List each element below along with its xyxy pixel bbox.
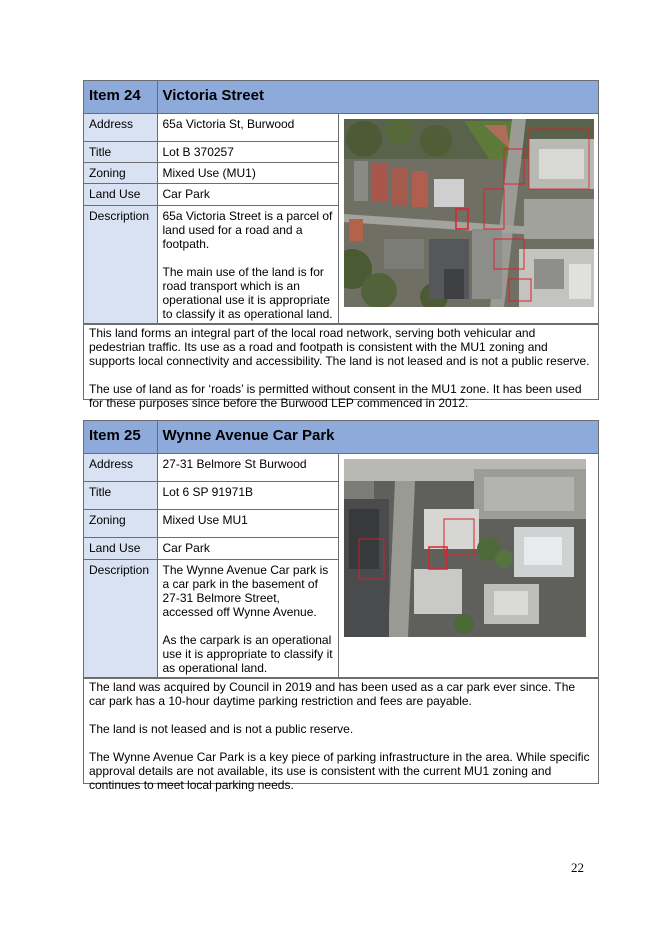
aerial-photo-cell <box>338 453 598 677</box>
item-title: Victoria Street <box>157 81 598 113</box>
title-label: Title <box>84 481 157 509</box>
zoning-value: Mixed Use MU1 <box>157 509 338 537</box>
description-label: Description <box>84 559 157 677</box>
title-value: Lot 6 SP 91971B <box>157 481 338 509</box>
description-paragraph: As the carpark is an operational use it is appropriate to classify it as operational land. <box>162 632 333 675</box>
description-value <box>157 205 338 323</box>
land-use-label: Land Use <box>84 183 157 205</box>
land-use-value: Car Park <box>157 183 338 205</box>
item-notes <box>84 678 598 793</box>
land-use-label: Land Use <box>84 537 157 559</box>
item-25-table <box>83 420 599 792</box>
item-24-table <box>83 80 599 410</box>
notes-paragraph: The Wynne Avenue Car Park is a key piece of parking infrastructure in the area. While specific approval details are not available, its use is consistent with the current MU1 zoning and continues to meet local parking needs. <box>89 749 590 792</box>
notes-paragraph: The land is not leased and is not a public reserve. <box>89 721 354 736</box>
notes-paragraph: The land was acquired by Council in 2019 and has been used as a car park ever since. The car park has a 10-hour daytime parking restriction and fees are payable. <box>89 679 576 708</box>
land-use-value: Car Park <box>157 537 338 559</box>
title-value: Lot B 370257 <box>157 141 338 162</box>
item-number: Item 25 <box>84 421 157 453</box>
item-number: Item 24 <box>84 81 157 113</box>
item-title: Wynne Avenue Car Park <box>157 421 598 453</box>
description-label: Description <box>84 205 157 323</box>
address-value: 65a Victoria St, Burwood <box>157 113 338 141</box>
title-label: Title <box>84 141 157 162</box>
zoning-label: Zoning <box>84 162 157 183</box>
address-value: 27-31 Belmore St Burwood <box>157 453 338 481</box>
item-notes <box>84 324 598 411</box>
notes-paragraph: The use of land as for ‘roads’ is permitted without consent in the MU1 zone. It has been used for these purposes since before the Burwood LEP commenced in 2012. <box>89 381 582 410</box>
aerial-photo <box>344 459 586 637</box>
description-paragraph: The Wynne Avenue Car park is a car park in the basement of 27-31 Belmore Street, accessed off Wynne Avenue. <box>162 562 329 619</box>
aerial-photo-cell <box>338 113 598 323</box>
address-label: Address <box>84 453 157 481</box>
notes-paragraph: This land forms an integral part of the local road network, serving both vehicular and pedestrian traffic. Its use as a road and footpath is consistent with the MU1 zoning and supports local connectivity and accessibility. The land is not leased and is not a public reserve. <box>89 325 590 368</box>
zoning-value: Mixed Use (MU1) <box>157 162 338 183</box>
aerial-photo <box>344 119 594 307</box>
description-paragraph: 65a Victoria Street is a parcel of land used for a road and a footpath. <box>162 208 333 251</box>
address-label: Address <box>84 113 157 141</box>
description-value <box>157 559 338 677</box>
page-number: 22 <box>571 860 584 875</box>
description-paragraph: The main use of the land is for road transport which is an operational use it is appropriate to classify it as operational land. <box>162 264 333 321</box>
zoning-label: Zoning <box>84 509 157 537</box>
